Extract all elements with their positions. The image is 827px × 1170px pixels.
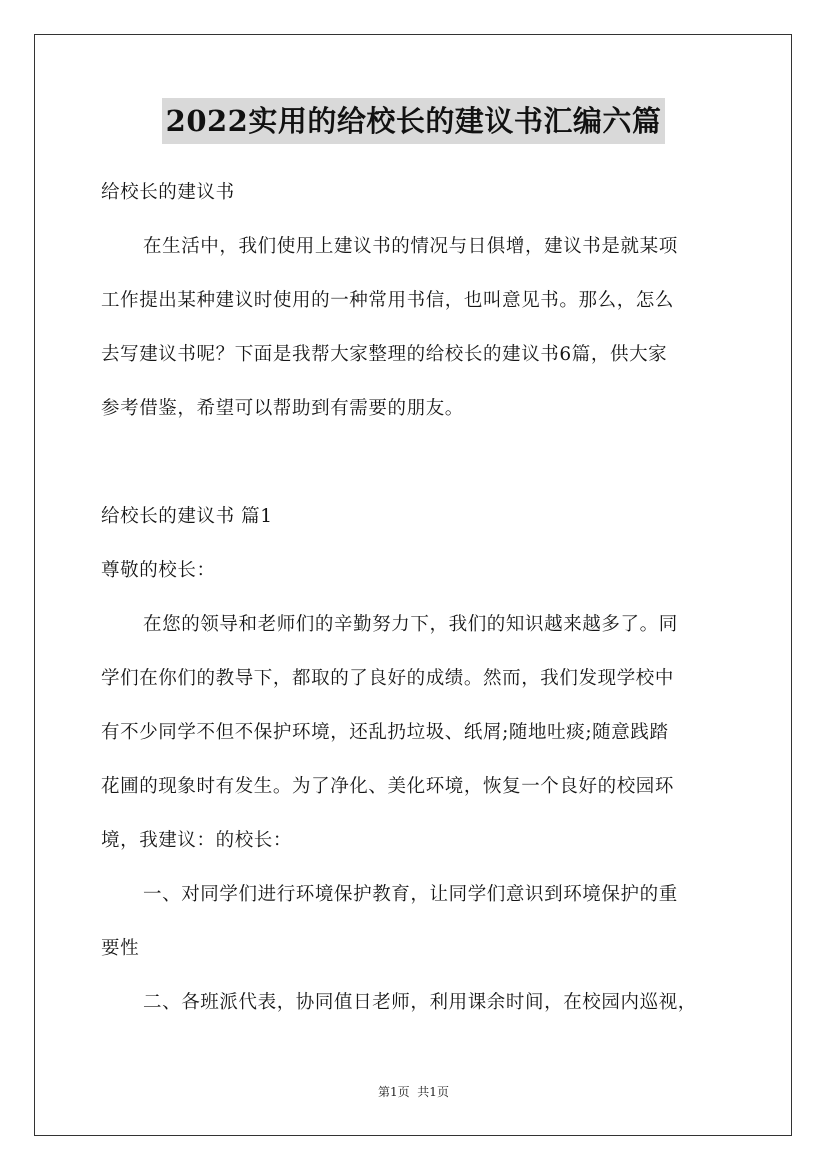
intro-heading: 给校长的建议书: [101, 182, 235, 203]
salutation: 尊敬的校长：: [101, 560, 216, 581]
para1-line-4: 花圃的现象时有发生。为了净化、美化环境，恢复一个良好的校园环: [101, 776, 675, 797]
page-footer: 第1页 共1页: [378, 1085, 449, 1099]
para1-line-2: 学们在你们的教导下，都取的了良好的成绩。然而，我们发现学校中: [101, 668, 675, 689]
intro-line-4: 参考借鉴，希望可以帮助到有需要的朋友。: [101, 398, 464, 419]
para3-line-1: 二、各班派代表，协同值日老师，利用课余时间，在校园内巡视，: [143, 992, 697, 1013]
section-heading: 给校长的建议书 篇1: [101, 506, 273, 527]
para1-line-5: 境，我建议：的校长：: [101, 830, 293, 851]
title-container: [0, 98, 827, 144]
intro-line-3: 去写建议书呢？下面是我帮大家整理的给校长的建议书6篇，供大家: [101, 344, 668, 365]
intro-line-2: 工作提出某种建议时使用的一种常用书信，也叫意见书。那么，怎么: [101, 290, 675, 311]
para2-line-1: 一、对同学们进行环境保护教育，让同学们意识到环境保护的重: [143, 884, 678, 905]
intro-line-1: 在生活中，我们使用上建议书的情况与日俱增，建议书是就某项: [143, 236, 678, 257]
para2-line-2: 要性: [101, 938, 140, 959]
para1-line-1: 在您的领导和老师们的辛勤努力下，我们的知识越来越多了。同: [143, 614, 678, 635]
document-title: 2022实用的给校长的建议书汇编六篇: [162, 98, 666, 144]
para1-line-3: 有不少同学不但不保护环境，还乱扔垃圾、纸屑;随地吐痰;随意践踏: [101, 722, 669, 743]
